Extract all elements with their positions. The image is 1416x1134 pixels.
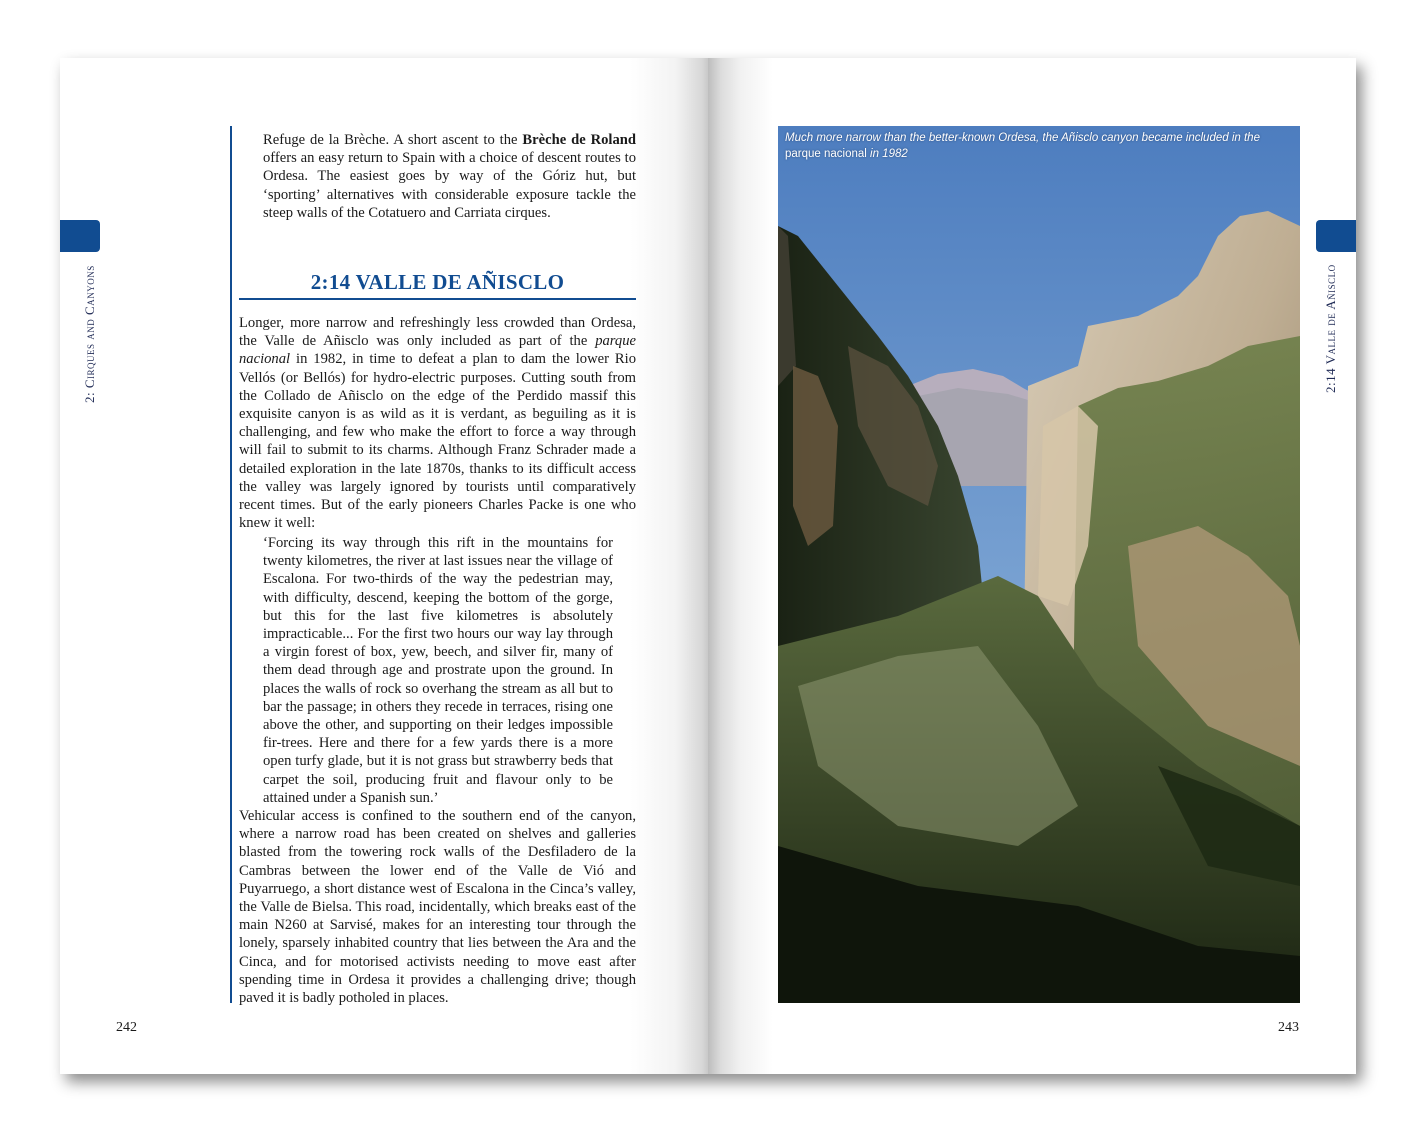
left-page [60, 58, 708, 1074]
section-heading [239, 268, 636, 300]
block-quote [263, 534, 613, 807]
intro-bold-place: Brèche de Roland [522, 132, 637, 148]
intro-paragraph [263, 131, 636, 222]
p2-text: Vehicular access is confined to the southern end of the canyon, where a narrow road has been created on shelves and galleries blasted from the towering rock walls of the Desfiladero de la Cambras between the lower end of the Valle de Vió and Puyarruego, a short distance west of Escalona in the Cinca’s valley, the Valle de Bielsa. This road, incidentally, which breaks east of the main N260 at Sarvisé, makes for an interesting tour through the lonely, sparsely inhabited country that lies between the Ara and the Cinca, and for motorised activists needing to move east after spending time in Ordesa it provides a challenging drive; though paved it is badly potholed in places. [239, 808, 636, 1007]
p1-text-2: in 1982, in time to defeat a plan to dam the lower Rio Vellós (or Bellós) for hydro-electric purposes. Cutting south from the Collado de Añisclo on the edge of the Perdido massif this exquisite canyon is as wild as it is verdant, as beguiling as it is challenging, and few who make the effort to force a way through will fail to submit to its charms. Although Franz Schrader made a detailed exploration in the late 1870s, thanks to its difficult access the valley was largely ignored by tourists until comparatively recent times. But of the early pioneers Charles Packe is one who knew it well: [239, 351, 636, 532]
caption-upright: parque nacional [785, 147, 867, 160]
book-spread [60, 58, 1356, 1074]
section-heading-text: 2:14 VALLE DE AÑISCLO [310, 270, 565, 294]
chapter-thumb-tab [1316, 220, 1356, 252]
caption-text-1: Much more narrow than the better-known Ordesa, the Añisclo canyon became included in the [785, 132, 1260, 144]
margin-rule [230, 126, 232, 1003]
running-head-chapter: 2: Cirques and Canyons [82, 265, 97, 403]
p1-text-1: Longer, more narrow and refreshingly less crowded than Ordesa, the Valle de Añisclo was only included as part of the [239, 315, 636, 350]
block-quote-text: ‘Forcing its way through this rift in the mountains for twenty kilometres, the river at last issues near the village of Escalona. For two-thirds of the way the pedestrian may, with difficulty, descend, keeping the bottom of the gorge, but this for the last five kilometres is absolutely impracticable... For the first two hours our way lay through a virgin forest of box, yew, beech, and silver fir, many of them dead through age and prostrate upon the ground. In places the walls of rock so overhang the stream as all but to bar the passage; in others they recede in terraces, rising one above the other, and supporting on their ledges impossible fir-trees. Here and there for a few yards there is a more open turfy glade, but it is not grass but strawberry beds that carpet the soil, producing fruit and flavour only to be attained under a Spanish sun.’ [263, 535, 613, 806]
chapter-thumb-tab [60, 220, 100, 252]
canyon-photo [778, 126, 1300, 1003]
page-number-left: 242 [116, 1020, 137, 1035]
body-paragraph-1 [239, 314, 636, 532]
p1-italic: parque nacional [239, 333, 636, 368]
right-page [708, 58, 1356, 1074]
intro-text-1: Refuge de la Brèche. A short ascent to the [263, 132, 523, 148]
intro-text-2: offers an easy return to Spain with a choice of descent routes to Ordesa. The easiest goes by way of the Góriz hut, but ‘sporting’ alternatives with considerable exposure tackle the steep walls of the Cotatuero and Carriata cirques. [263, 150, 636, 221]
canyon-photo-illustration [778, 126, 1300, 1003]
caption-text-2: in 1982 [866, 147, 908, 160]
running-head-section: 2:14 Valle de Añisclo [1323, 264, 1338, 393]
photo-caption [785, 131, 1285, 162]
page-number-right: 243 [1278, 1020, 1299, 1035]
body-paragraph-2 [239, 807, 636, 1007]
